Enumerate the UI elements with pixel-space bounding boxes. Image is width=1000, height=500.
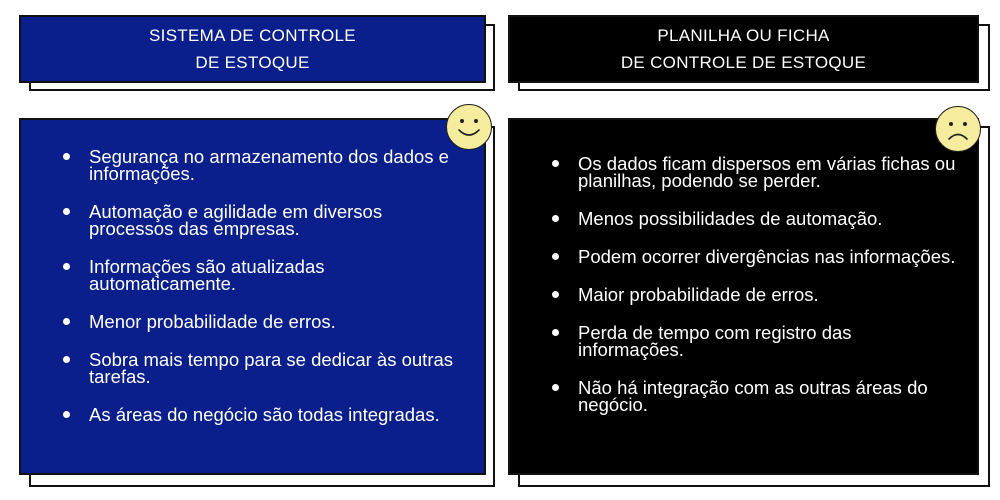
list-item — [59, 313, 459, 330]
left-header — [19, 15, 486, 83]
list-item-text: Não há integração com as outras áreas do negócio. — [578, 377, 928, 415]
bullet-icon — [63, 356, 70, 363]
smiley-face-icon-svg — [447, 105, 491, 149]
bullet-icon — [63, 208, 70, 215]
list-item — [548, 210, 958, 227]
sad-face-icon — [935, 106, 981, 152]
list-item-text: Segurança no armazenamento dos dados e informações. — [89, 146, 449, 184]
list-item — [548, 324, 958, 358]
bullet-icon — [63, 263, 70, 270]
bullet-icon — [552, 291, 559, 298]
bullet-icon — [63, 411, 70, 418]
bullet-icon — [552, 253, 559, 260]
sad-face-icon-svg — [936, 107, 980, 151]
left-header-line-2: DE ESTOQUE — [195, 53, 310, 72]
left-panel — [19, 118, 486, 475]
right-header — [508, 15, 979, 83]
right-header-line-1: PLANILHA OU FICHA — [657, 26, 830, 45]
list-item-text: Menor probabilidade de erros. — [89, 311, 336, 332]
list-item — [59, 148, 459, 182]
bullet-icon — [63, 153, 70, 160]
list-item — [59, 406, 459, 423]
right-header-title — [621, 22, 866, 76]
right-disadvantages-list — [548, 155, 958, 413]
list-item — [548, 379, 958, 413]
list-item-text: Menos possibilidades de automação. — [578, 208, 883, 229]
bullet-icon — [552, 160, 559, 167]
bullet-icon — [552, 215, 559, 222]
list-item-text: Perda de tempo com registro das informações. — [578, 322, 852, 360]
left-header-title — [149, 22, 356, 76]
right-header-line-2: DE CONTROLE DE ESTOQUE — [620, 53, 867, 72]
list-item — [59, 351, 459, 385]
bullet-icon — [63, 318, 70, 325]
list-item — [59, 258, 459, 292]
list-item-text: As áreas do negócio são todas integradas. — [89, 404, 440, 425]
smiley-face-icon — [446, 104, 492, 150]
list-item-text: Maior probabilidade de erros. — [578, 284, 819, 305]
left-advantages-list — [59, 148, 459, 423]
list-item — [59, 203, 459, 237]
left-header-line-1: SISTEMA DE CONTROLE — [149, 26, 356, 45]
bullet-icon — [552, 329, 559, 336]
right-panel — [508, 118, 979, 475]
list-item-text: Os dados ficam dispersos em várias fichas ou planilhas, podendo se perder. — [578, 153, 956, 191]
list-item — [548, 155, 958, 189]
bullet-icon — [552, 384, 559, 391]
list-item-text: Podem ocorrer divergências nas informações. — [578, 246, 956, 267]
list-item — [548, 248, 958, 265]
list-item-text: Automação e agilidade em diversos processos das empresas. — [89, 201, 383, 239]
list-item-text: Informações são atualizadas automaticamente. — [89, 256, 325, 294]
list-item — [548, 286, 958, 303]
list-item-text: Sobra mais tempo para se dedicar às outras tarefas. — [89, 349, 454, 387]
